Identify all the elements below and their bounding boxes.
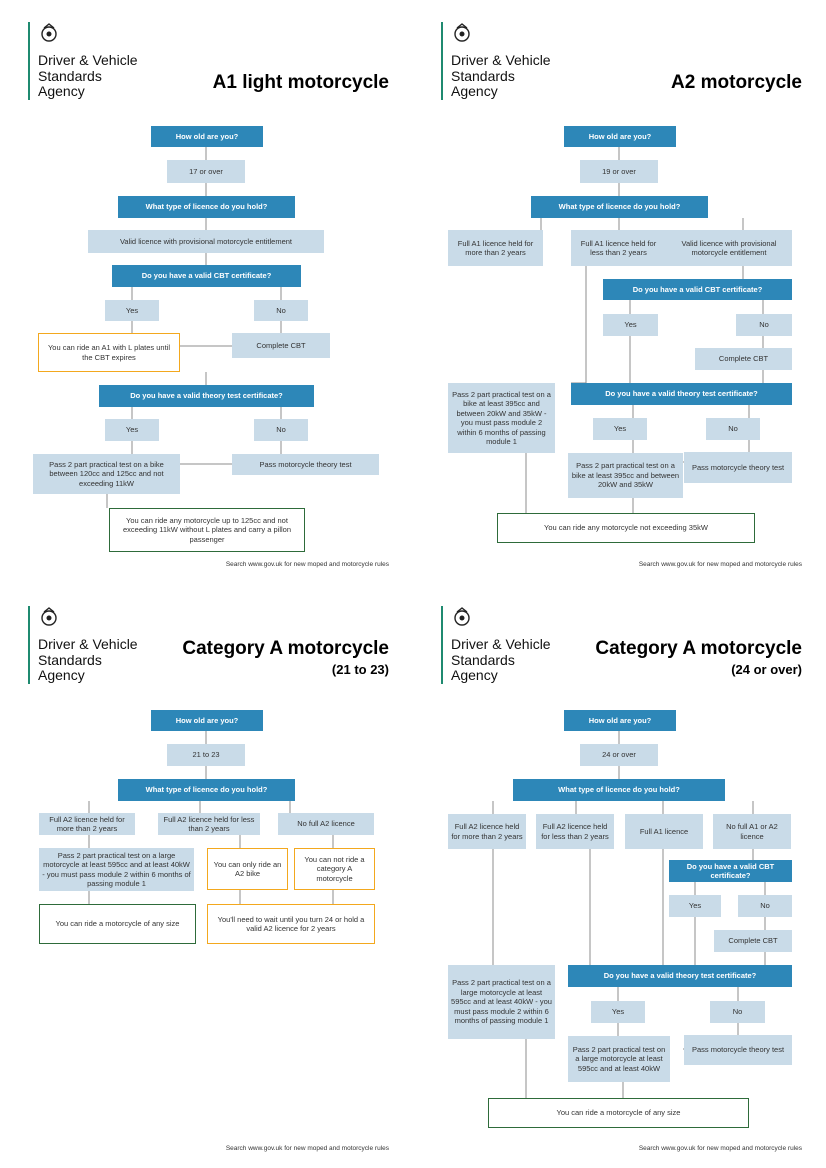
option-licence: Valid licence with provisional motorcycle entitlement (88, 230, 324, 253)
answer-yes: Yes (593, 418, 647, 440)
warning-box: You can ride an A1 with L plates until the CBT expires (38, 333, 180, 372)
footer-note: Search www.gov.uk for new moped and motorcycle rules (225, 1145, 389, 1152)
option-practical-test: Pass 2 part practical test on a large motorcycle at least 595cc and at least 40kW - you must pass module 2 within 6 months of passing module 1 (448, 965, 555, 1039)
question-licence: What type of licence do you hold? (118, 779, 295, 801)
question-theory: Do you have a valid theory test certificate? (99, 385, 314, 407)
option-licence: Full A1 licence (625, 814, 703, 849)
page-subtitle: (24 or over) (731, 662, 802, 677)
answer-yes: Yes (591, 1001, 645, 1023)
warning-box: You can only ride an A2 bike (207, 848, 288, 890)
question-cbt: Do you have a valid CBT certificate? (669, 860, 792, 882)
result-box: You can ride a motorcycle of any size (39, 904, 196, 944)
warning-box: You'll need to wait until you turn 24 or hold a valid A2 licence for 2 years (207, 904, 375, 944)
org-line: Standards (38, 67, 102, 84)
answer-no: No (706, 418, 760, 440)
org-line: Driver & Vehicle (38, 636, 138, 652)
question-licence: What type of licence do you hold? (531, 196, 708, 218)
answer-no: No (710, 1001, 765, 1023)
org-line: Standards (451, 67, 515, 84)
option-age: 24 or over (580, 744, 658, 766)
option-licence: Valid licence with provisional motorcycle entitlement (666, 230, 792, 266)
question-cbt: Do you have a valid CBT certificate? (603, 279, 792, 300)
option-complete-cbt: Complete CBT (232, 333, 330, 358)
option-age: 21 to 23 (167, 744, 245, 766)
answer-yes: Yes (105, 300, 159, 321)
page-title: Category A motorcycle (182, 638, 389, 659)
org-line: Agency (38, 667, 85, 683)
question-theory: Do you have a valid theory test certificate? (568, 965, 792, 987)
option-licence: Full A1 licence held for less than 2 years (571, 230, 666, 266)
option-licence: No full A1 or A2 licence (713, 814, 791, 849)
option-practical-test: Pass 2 part practical test on a large motorcycle at least 595cc and at least 40kW (568, 1036, 670, 1082)
answer-yes: Yes (603, 314, 658, 336)
option-practical-test: Pass 2 part practical test on a bike at least 395cc and between 20kW and 35kW (568, 453, 683, 498)
question-age: How old are you? (151, 710, 263, 731)
org-line: Standards (38, 651, 102, 668)
option-age: 19 or over (580, 160, 658, 183)
org-line: Standards (451, 651, 515, 668)
warning-box: You can not ride a category A motorcycle (294, 848, 375, 890)
flow-connectors (0, 0, 413, 584)
option-licence: Full A2 licence held for less than 2 years (536, 814, 614, 849)
option-licence: Full A2 licence held for more than 2 years (448, 814, 526, 849)
answer-yes: Yes (669, 895, 721, 917)
panel-category-a-21-23 (0, 584, 413, 1168)
org-line: Agency (451, 667, 498, 683)
page-title: A1 light motorcycle (212, 72, 389, 93)
panel-a2 (413, 0, 826, 584)
option-complete-cbt: Complete CBT (714, 930, 792, 952)
org-line: Driver & Vehicle (451, 52, 551, 68)
answer-no: No (736, 314, 792, 336)
org-line: Driver & Vehicle (451, 636, 551, 652)
option-licence: Full A2 licence held for more than 2 years (39, 813, 135, 835)
result-box: You can ride a motorcycle of any size (488, 1098, 749, 1128)
org-line: Agency (451, 83, 498, 99)
option-theory-test: Pass motorcycle theory test (232, 454, 379, 475)
answer-yes: Yes (105, 419, 159, 441)
question-licence: What type of licence do you hold? (513, 779, 725, 801)
question-age: How old are you? (564, 126, 676, 147)
option-practical-test: Pass 2 part practical test on a bike at least 395cc and between 20kW and 35kW - you must pass module 2 within 6 months of passing module 1 (448, 383, 555, 453)
question-age: How old are you? (151, 126, 263, 147)
question-cbt: Do you have a valid CBT certificate? (112, 265, 301, 287)
result-box: You can ride any motorcycle up to 125cc and not exceeding 11kW without L plates and carry a pillon passenger (109, 508, 305, 552)
question-theory: Do you have a valid theory test certificate? (571, 383, 792, 405)
org-line: Driver & Vehicle (38, 52, 138, 68)
option-complete-cbt: Complete CBT (695, 348, 792, 370)
panel-a1 (0, 0, 413, 584)
question-age: How old are you? (564, 710, 676, 731)
footer-note: Search www.gov.uk for new moped and motorcycle rules (225, 561, 389, 568)
footer-note: Search www.gov.uk for new moped and motorcycle rules (638, 561, 802, 568)
page-title: A2 motorcycle (671, 72, 802, 93)
result-box: You can ride any motorcycle not exceeding 35kW (497, 513, 755, 543)
answer-no: No (254, 300, 308, 321)
option-licence: Full A2 licence held for less than 2 years (158, 813, 260, 835)
option-theory-test: Pass motorcycle theory test (684, 1035, 792, 1065)
org-line: Agency (38, 83, 85, 99)
option-licence: Full A1 licence held for more than 2 years (448, 230, 543, 266)
question-licence: What type of licence do you hold? (118, 196, 295, 218)
option-age: 17 or over (167, 160, 245, 183)
answer-no: No (738, 895, 792, 917)
panel-category-a-24-plus (413, 584, 826, 1168)
option-licence: No full A2 licence (278, 813, 374, 835)
option-practical-test: Pass 2 part practical test on a large motorcycle at least 595cc and at least 40kW - you must pass module 2 within 6 months of passing module 1 (39, 848, 194, 891)
option-theory-test: Pass motorcycle theory test (684, 452, 792, 483)
page-subtitle: (21 to 23) (331, 662, 389, 677)
footer-note: Search www.gov.uk for new moped and motorcycle rules (638, 1145, 802, 1152)
answer-no: No (254, 419, 308, 441)
option-practical-test: Pass 2 part practical test on a bike between 120cc and 125cc and not exceeding 11kW (33, 454, 180, 494)
page-title: Category A motorcycle (595, 638, 802, 659)
